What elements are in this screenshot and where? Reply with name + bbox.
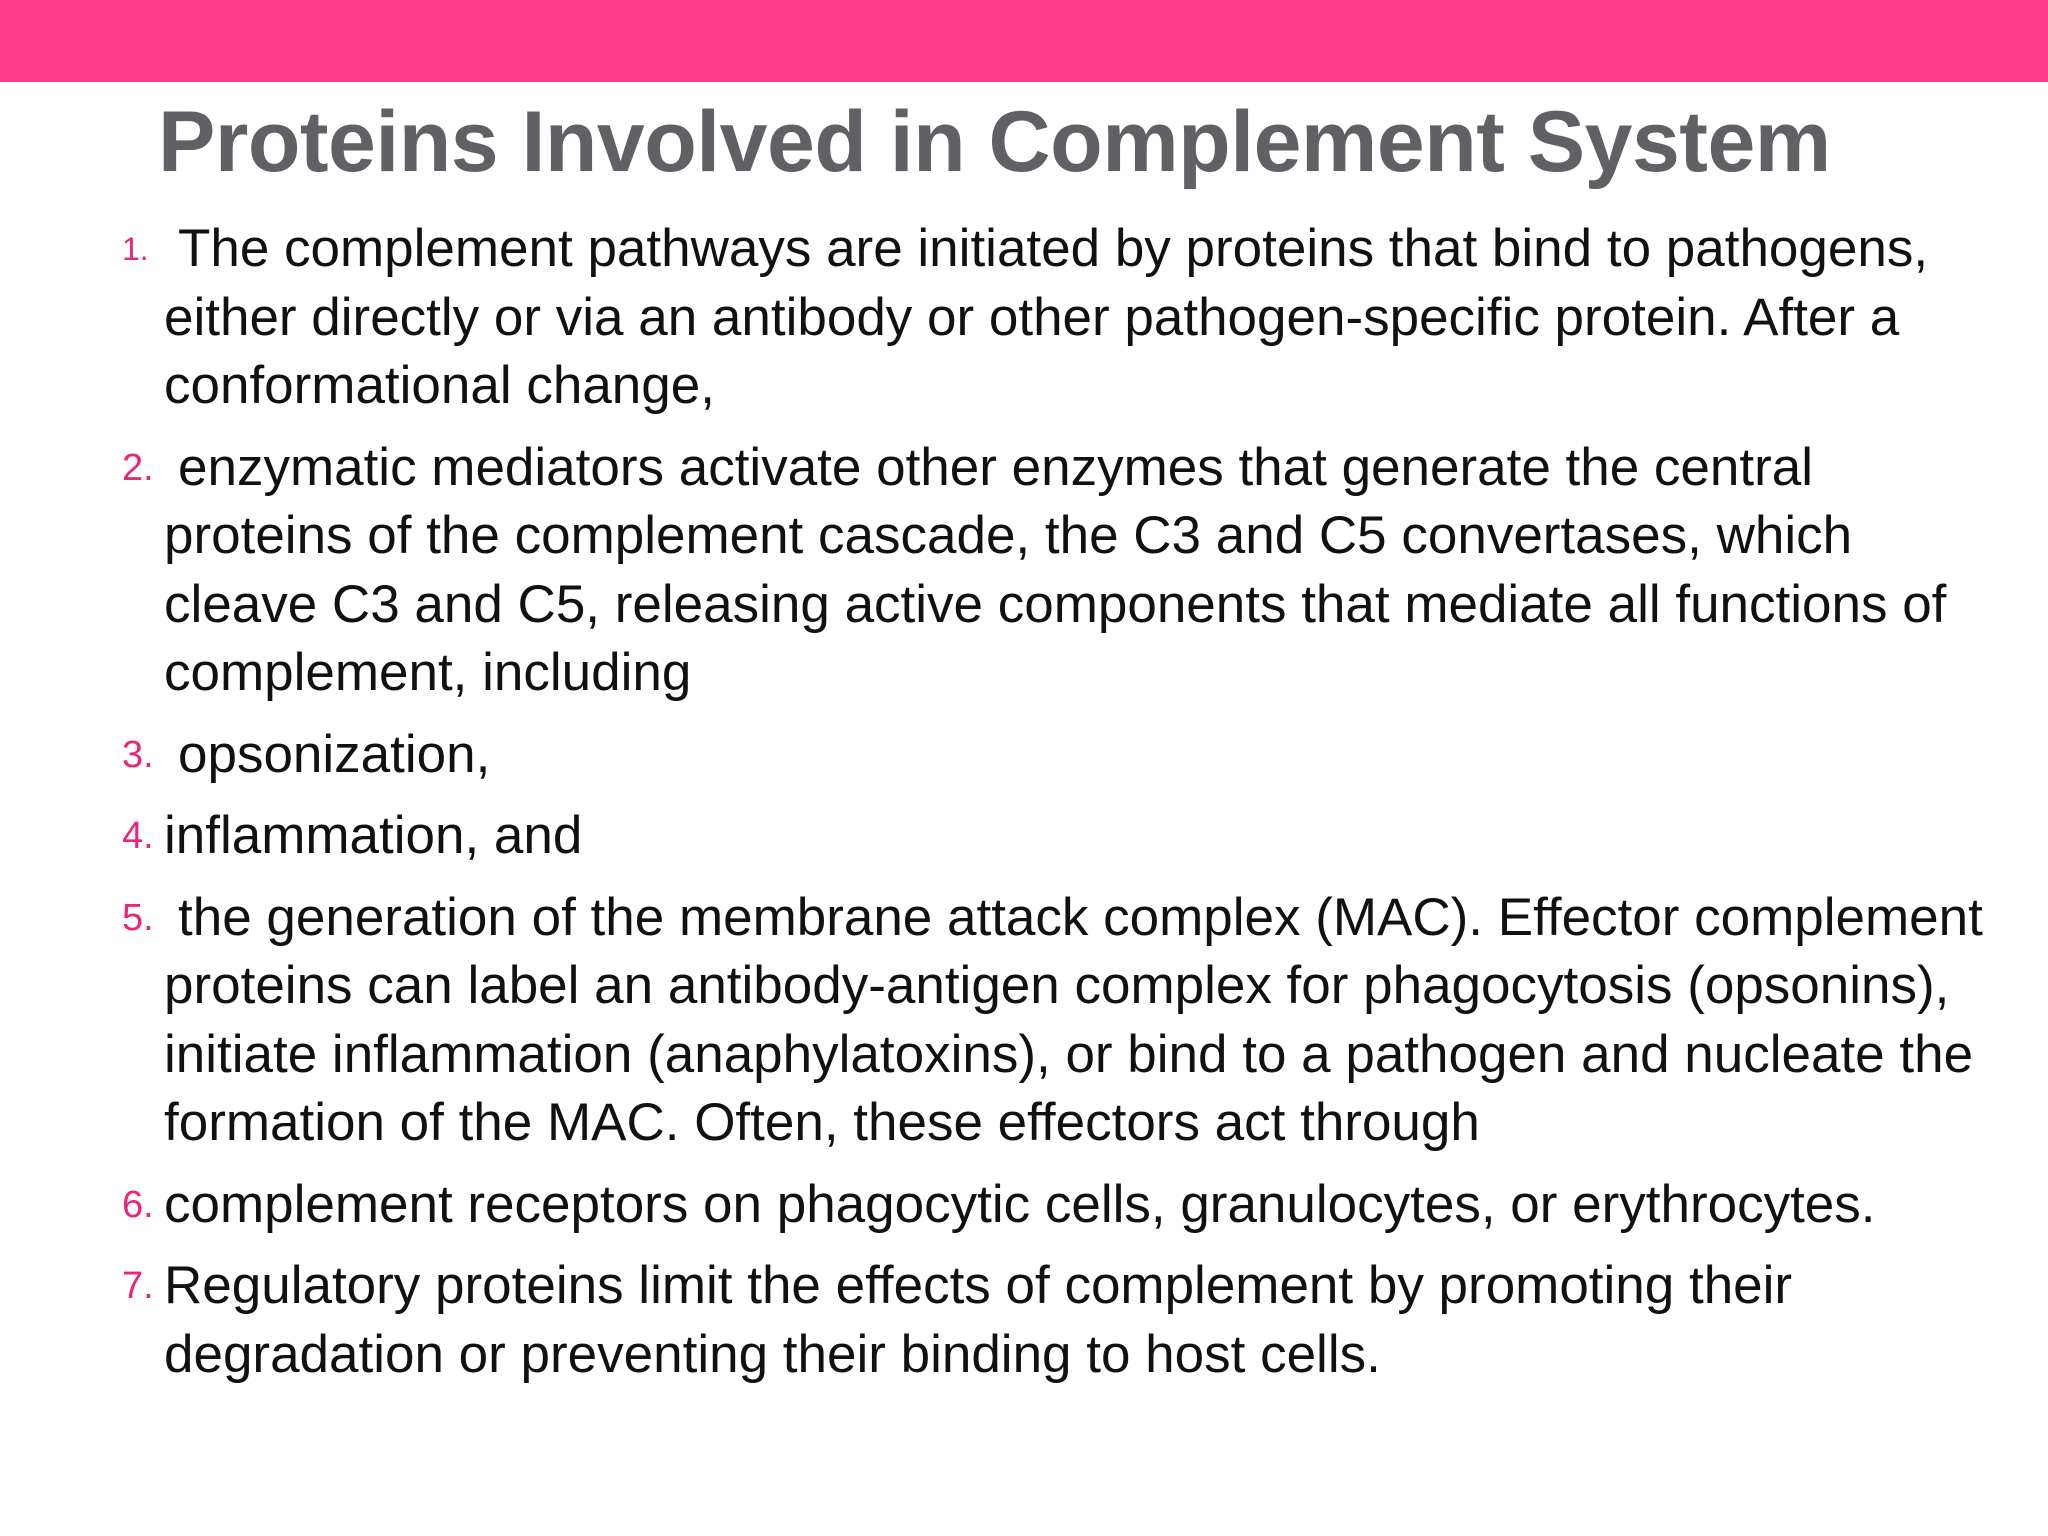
- list-item-7: [122, 1252, 1992, 1389]
- item-number: 1.: [122, 231, 149, 267]
- item-number: 2.: [122, 446, 154, 489]
- item-text: Regulatory proteins limit the effects of complement by promoting their degradation or preventing their binding to host cells.: [164, 1256, 1793, 1384]
- item-number: 5.: [122, 896, 154, 939]
- item-number: 6.: [122, 1183, 154, 1226]
- list-item-6: [122, 1171, 1992, 1240]
- item-number: 3.: [122, 733, 154, 776]
- slide-title: Proteins Involved in Complement System: [158, 94, 1831, 190]
- item-text: The complement pathways are initiated by proteins that bind to pathogens, either directly or via an antibody or other pathogen-specific protein. After a conformational change,: [164, 219, 1929, 415]
- item-text: enzymatic mediators activate other enzymes that generate the central proteins of the complement cascade, the C3 and C5 convertases, which cleave C3 and C5, releasing active components that mediate all functions of complement, including: [164, 437, 1947, 702]
- numbered-list: [122, 215, 1992, 1402]
- list-item-2: [122, 434, 1992, 708]
- item-text: opsonization,: [178, 724, 491, 784]
- item-text: complement receptors on phagocytic cells, granulocytes, or erythrocytes.: [164, 1174, 1876, 1234]
- list-item-1: [122, 215, 1992, 421]
- list-item-4: [122, 802, 1992, 871]
- item-number: 4.: [122, 815, 154, 857]
- header-accent-bar: [0, 0, 2048, 82]
- item-number: 7.: [122, 1265, 154, 1307]
- list-item-5: [122, 884, 1992, 1158]
- item-text: the generation of the membrane attack complex (MAC). Effector complement proteins can label an antibody-antigen complex for phagocytosis (opsonins), initiate inflammation (anaphylatoxins), or bind to a pathogen and nucleate the formation of the MAC. Often, these effectors act through: [164, 887, 1983, 1152]
- item-text: inflammation, and: [164, 806, 583, 865]
- list-item-3: [122, 721, 1992, 790]
